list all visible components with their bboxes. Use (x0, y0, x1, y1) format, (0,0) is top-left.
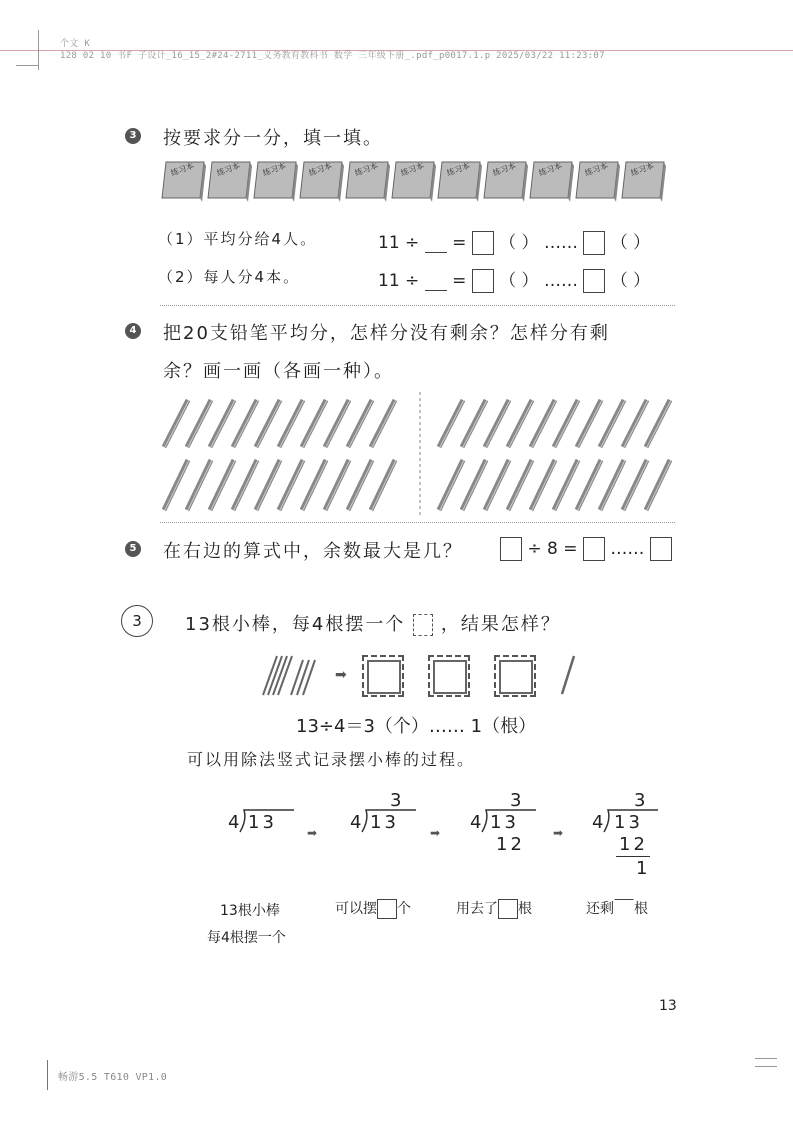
pencil-icon (508, 460, 533, 510)
workbook-icon (484, 160, 528, 202)
arrow-icon: ➡ (335, 667, 347, 683)
workbook-label: 练习本 (491, 161, 518, 178)
header-marks: 个文 K (60, 39, 91, 49)
pencil-icon (302, 460, 327, 510)
unit-paren[interactable]: （ ） (610, 271, 651, 291)
pencil-icon (508, 400, 533, 447)
pencil-icon (348, 400, 373, 447)
label-can-make-text: 可以摆 (335, 901, 377, 917)
answer-box[interactable] (500, 537, 522, 561)
divisor: 4 (350, 812, 362, 833)
equals-sign: = (452, 271, 467, 291)
dividend: 13 (248, 812, 277, 833)
crop-mark (16, 65, 38, 66)
pencil-icon (439, 460, 464, 510)
workbook-label: 练习本 (445, 161, 472, 178)
pencil-icon (462, 400, 487, 447)
quotient: 3 (510, 790, 522, 811)
label-remaining (586, 898, 648, 919)
divisor: 4 (592, 812, 604, 833)
pencil-icon (348, 460, 373, 510)
label-unit-gen: 根 (634, 901, 648, 917)
workbook-icon (254, 160, 298, 202)
pencil-icon (302, 400, 327, 447)
pencil-icon (371, 460, 396, 510)
workbook-icon (622, 160, 666, 202)
divider (160, 305, 675, 306)
example3-title (185, 610, 561, 636)
q3-row1-dividend: 11 ÷ (378, 233, 420, 253)
dividend: 13 (490, 812, 519, 833)
pencil-icon (600, 400, 625, 447)
q3-row2-equation (378, 266, 650, 293)
arrow-icon: ➡ (430, 826, 441, 840)
divider (160, 522, 675, 523)
label-used (456, 898, 532, 919)
stick-square (428, 655, 470, 697)
pencil-icon (531, 460, 556, 510)
dividend: 13 (614, 812, 643, 833)
q5-equation (500, 537, 672, 561)
example3-equation: 13÷4＝3（个）…… 1（根） (296, 716, 537, 737)
q3-title: 按要求分一分，填一填。 (163, 128, 383, 149)
pencil-icon (279, 400, 304, 447)
pencil-icon (371, 400, 396, 447)
pencil-icon (279, 460, 304, 510)
answer-box[interactable] (472, 231, 494, 255)
division-step-1 (228, 790, 308, 840)
answer-box[interactable] (472, 269, 494, 293)
pencil-icon (233, 460, 258, 510)
remainder: 1 (636, 858, 648, 879)
workbook-icon (392, 160, 436, 202)
q4-line1: 把20支铅笔平均分，怎样分没有剩余？怎样分有剩 (163, 323, 610, 344)
workbook-icon (438, 160, 482, 202)
pencil-icon (210, 460, 235, 510)
pencil-icon (646, 400, 671, 447)
footer-info: 畅游5.5 T610 VP1.0 (58, 1072, 168, 1083)
pencil-icon (256, 460, 281, 510)
q3-row1-label: （1）平均分给4人。 (158, 230, 318, 248)
workbook-label: 练习本 (215, 161, 242, 178)
workbook-label: 练习本 (583, 161, 610, 178)
workbook-label: 练习本 (537, 161, 564, 178)
crop-mark (755, 1058, 777, 1059)
pencil-icon (325, 460, 350, 510)
workbook-icon (208, 160, 252, 202)
pencil-icon (256, 400, 281, 447)
example3-title-text: 13根小棒，每4根摆一个 (185, 614, 406, 635)
pencil-icon (623, 460, 648, 510)
pencil-icon (577, 460, 602, 510)
stick-square (494, 655, 536, 697)
print-info: 128 02 10 书F 子设计_16_15_2#24-2711_义务教育教科书 数学 三年级下册_.pdf_p0017.1.p 2025/03/22 11:23:07 (60, 51, 605, 61)
division-step-3 (470, 790, 550, 860)
stick-square (362, 655, 404, 697)
label-unit-gen: 根 (518, 901, 532, 917)
pencil-icon (164, 460, 189, 510)
example3-note: 可以用除法竖式记录摆小棒的过程。 (187, 750, 476, 769)
single-stick-icon (558, 652, 578, 697)
answer-box[interactable] (498, 899, 518, 919)
workbook-icon (346, 160, 390, 202)
q3-row2-label: （2）每人分4本。 (158, 268, 301, 286)
page-number: 13 (659, 998, 677, 1014)
q3-row1-equation (378, 228, 650, 255)
remainder-dots: …… (543, 271, 578, 291)
q4-line2: 余？画一画（各画一种）。 (163, 361, 394, 382)
pencil-icon (554, 460, 579, 510)
arrow-icon: ➡ (553, 826, 564, 840)
answer-blank[interactable] (614, 899, 634, 919)
unit-paren[interactable]: （ ） (499, 271, 539, 291)
label-every-4: 每4根摆一个 (207, 930, 286, 946)
example-badge-3: 3 (121, 605, 153, 637)
pencil-icon (485, 400, 510, 447)
workbook-icon (162, 160, 206, 202)
sticks-bundle-icon (255, 650, 325, 700)
workbooks-illustration (160, 160, 678, 206)
answer-blank[interactable] (425, 234, 447, 253)
answer-box[interactable] (583, 231, 605, 255)
division-step-4 (592, 790, 672, 882)
dividend: 13 (370, 812, 399, 833)
pencil-icon (485, 460, 510, 510)
crop-mark (38, 30, 39, 70)
pencil-icon (577, 400, 602, 447)
equals-sign: = (452, 233, 467, 253)
crop-mark (755, 1066, 777, 1067)
quotient: 3 (390, 790, 402, 811)
answer-blank[interactable] (425, 272, 447, 291)
question-badge-4: 4 (125, 323, 141, 339)
unit-paren[interactable]: （ ） (610, 233, 651, 253)
workbook-icon (300, 160, 344, 202)
remainder-dots: …… (543, 233, 578, 253)
workbook-icon (576, 160, 620, 202)
workbook-label: 练习本 (261, 161, 288, 178)
pencil-icon (187, 400, 212, 447)
pencils-illustration (158, 392, 678, 517)
answer-box[interactable] (377, 899, 397, 919)
quotient: 3 (634, 790, 646, 811)
square-icon (413, 614, 433, 636)
divisor: 4 (228, 812, 240, 833)
product: 12 (496, 834, 525, 855)
pencil-icon (325, 400, 350, 447)
pencil-icon (462, 460, 487, 510)
q5-text: 在右边的算式中，余数最大是几？ (163, 541, 463, 562)
answer-box[interactable] (583, 537, 605, 561)
pencil-icon (600, 460, 625, 510)
label-13-sticks: 13根小棒 (220, 903, 280, 919)
pencil-icon (554, 400, 579, 447)
divide-by-8: ÷ 8 = (527, 539, 578, 559)
label-used-text: 用去了 (456, 901, 498, 917)
subtraction-line (616, 856, 650, 857)
division-step-2 (350, 790, 430, 840)
workbook-label: 练习本 (169, 161, 196, 178)
workbook-label: 练习本 (629, 161, 656, 178)
product: 12 (619, 834, 648, 855)
label-remaining-text: 还剩 (586, 901, 614, 917)
pencil-icon (233, 400, 258, 447)
example3-title-end: ，结果怎样？ (440, 614, 561, 635)
label-unit-ge: 个 (397, 901, 411, 917)
question-badge-3: 3 (125, 128, 141, 144)
divisor: 4 (470, 812, 482, 833)
pencil-icon (187, 460, 212, 510)
workbook-label: 练习本 (307, 161, 334, 178)
label-can-make (335, 898, 411, 919)
unit-paren[interactable]: （ ） (499, 233, 539, 253)
pencil-icon (439, 400, 464, 447)
workbook-label: 练习本 (399, 161, 426, 178)
pencil-icon (531, 400, 556, 447)
remainder-dots: …… (610, 539, 645, 559)
pencil-icon (210, 400, 235, 447)
question-badge-5: 5 (125, 541, 141, 557)
answer-box[interactable] (583, 269, 605, 293)
footer-mark (47, 1060, 48, 1090)
pencil-icon (623, 400, 648, 447)
q3-row2-dividend: 11 ÷ (378, 271, 420, 291)
workbook-label: 练习本 (353, 161, 380, 178)
pencil-icon (164, 400, 189, 447)
answer-box[interactable] (650, 537, 672, 561)
arrow-icon: ➡ (307, 826, 318, 840)
workbook-icon (530, 160, 574, 202)
pencil-icon (646, 460, 671, 510)
